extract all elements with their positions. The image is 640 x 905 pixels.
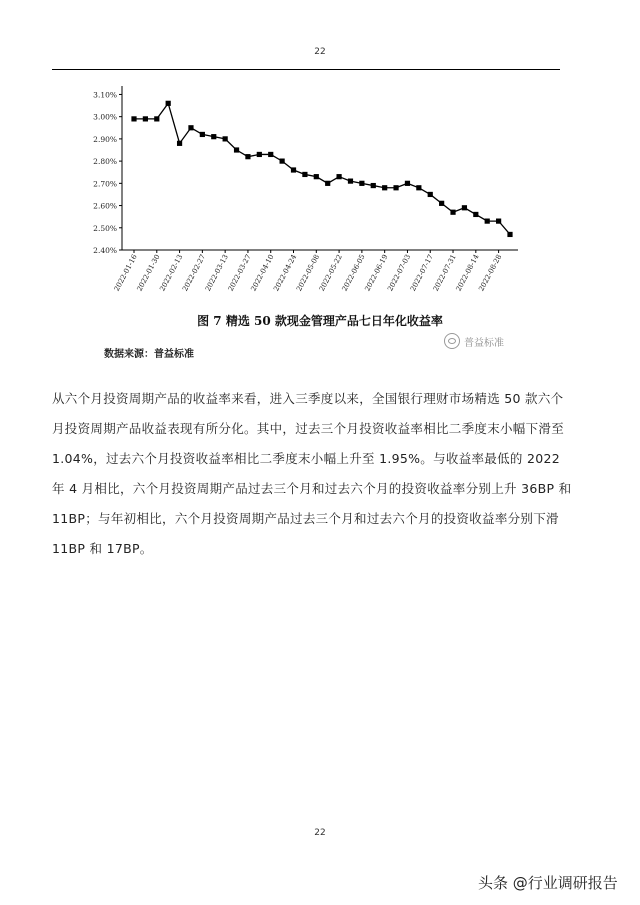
paragraph-1: 从六个月投资周期产品的收益率来看，进入三季度以来，全国银行理财市场精选 50 款六个月投资周期产品收益表现有所分化。其中，过去三个月投资收益率相比二季度末小幅下滑至 1.04%，过去六个月投资收益率相比二季度末小幅上升至 1.95%。与收益率最低的 2022 年 4 月相比，六个月投资周期产品过去三个月和过去六个月的投资收益率分别上升 36BP 和 11BP；与年初相比，六个月投资周期产品过去三个月和过去六个月的投资收益率分别下滑 11BP 和 17BP。 xyxy=(52,391,572,556)
data-point xyxy=(439,201,444,206)
wechat-icon xyxy=(444,333,460,349)
figure-caption: 图 7 精选 50 款现金管理产品七日年化收益率 xyxy=(197,314,443,328)
y-tick-label: 2.80% xyxy=(93,157,117,167)
y-tick-label: 2.40% xyxy=(93,246,117,255)
data-point xyxy=(393,185,398,190)
data-point xyxy=(371,183,376,188)
data-point xyxy=(245,154,250,159)
x-tick-label: 2022-02-13 xyxy=(158,253,185,293)
x-tick-label: 2022-05-22 xyxy=(317,253,344,293)
y-tick-label: 3.10% xyxy=(93,90,117,100)
body-paragraph xyxy=(52,384,572,564)
data-point xyxy=(302,172,307,177)
x-tick-label: 2022-08-14 xyxy=(454,253,481,293)
data-point xyxy=(291,167,296,172)
data-point xyxy=(143,116,148,121)
data-point xyxy=(382,185,387,190)
data-point xyxy=(131,116,136,121)
x-tick-label: 2022-06-05 xyxy=(340,253,367,293)
x-tick-label: 2022-01-30 xyxy=(135,253,162,293)
data-point xyxy=(348,179,353,184)
y-tick-label: 3.00% xyxy=(93,112,117,122)
x-tick-label: 2022-07-31 xyxy=(431,253,458,293)
data-point xyxy=(154,116,159,121)
data-point xyxy=(485,219,490,224)
data-point xyxy=(325,181,330,186)
header-rule xyxy=(52,69,560,70)
x-tick-label: 2022-04-10 xyxy=(249,253,276,293)
data-point xyxy=(280,159,285,164)
data-point xyxy=(473,212,478,217)
y-tick-label: 2.90% xyxy=(93,134,117,144)
data-point xyxy=(188,125,193,130)
watermark xyxy=(444,333,504,349)
figure-source: 数据来源：普益标准 xyxy=(104,349,194,360)
footer-credit: 头条 @行业调研报告 xyxy=(478,874,618,892)
x-tick-label: 2022-02-27 xyxy=(181,253,208,293)
x-tick-label: 2022-08-28 xyxy=(477,253,504,293)
line-chart xyxy=(70,82,530,300)
data-point xyxy=(177,141,182,146)
data-point xyxy=(496,219,501,224)
data-point xyxy=(336,174,341,179)
page-number-top: 22 xyxy=(314,47,326,57)
page-number-bottom: 22 xyxy=(314,828,326,838)
data-point xyxy=(268,152,273,157)
x-tick-label: 2022-03-13 xyxy=(203,253,230,293)
data-point xyxy=(428,192,433,197)
data-point xyxy=(462,205,467,210)
y-tick-label: 2.50% xyxy=(93,223,117,233)
data-point xyxy=(211,134,216,139)
data-point xyxy=(416,185,421,190)
x-tick-label: 2022-04-24 xyxy=(272,253,299,293)
y-tick-label: 2.70% xyxy=(93,179,117,189)
x-tick-label: 2022-03-27 xyxy=(226,253,253,293)
x-tick-label: 2022-05-08 xyxy=(295,253,322,293)
data-point xyxy=(314,174,319,179)
data-point xyxy=(200,132,205,137)
data-point xyxy=(234,147,239,152)
x-tick-label: 2022-07-17 xyxy=(408,253,436,293)
data-point xyxy=(223,136,228,141)
x-tick-label: 2022-06-19 xyxy=(363,253,390,293)
y-tick-label: 2.60% xyxy=(93,201,117,211)
data-point xyxy=(405,181,410,186)
data-point xyxy=(507,232,512,237)
data-point xyxy=(359,181,364,186)
data-point xyxy=(450,210,455,215)
x-tick-label: 2022-01-16 xyxy=(112,253,139,293)
data-point xyxy=(166,101,171,106)
watermark-label: 普益标准 xyxy=(464,337,504,349)
x-tick-label: 2022-07-03 xyxy=(386,253,413,293)
data-point xyxy=(257,152,262,157)
